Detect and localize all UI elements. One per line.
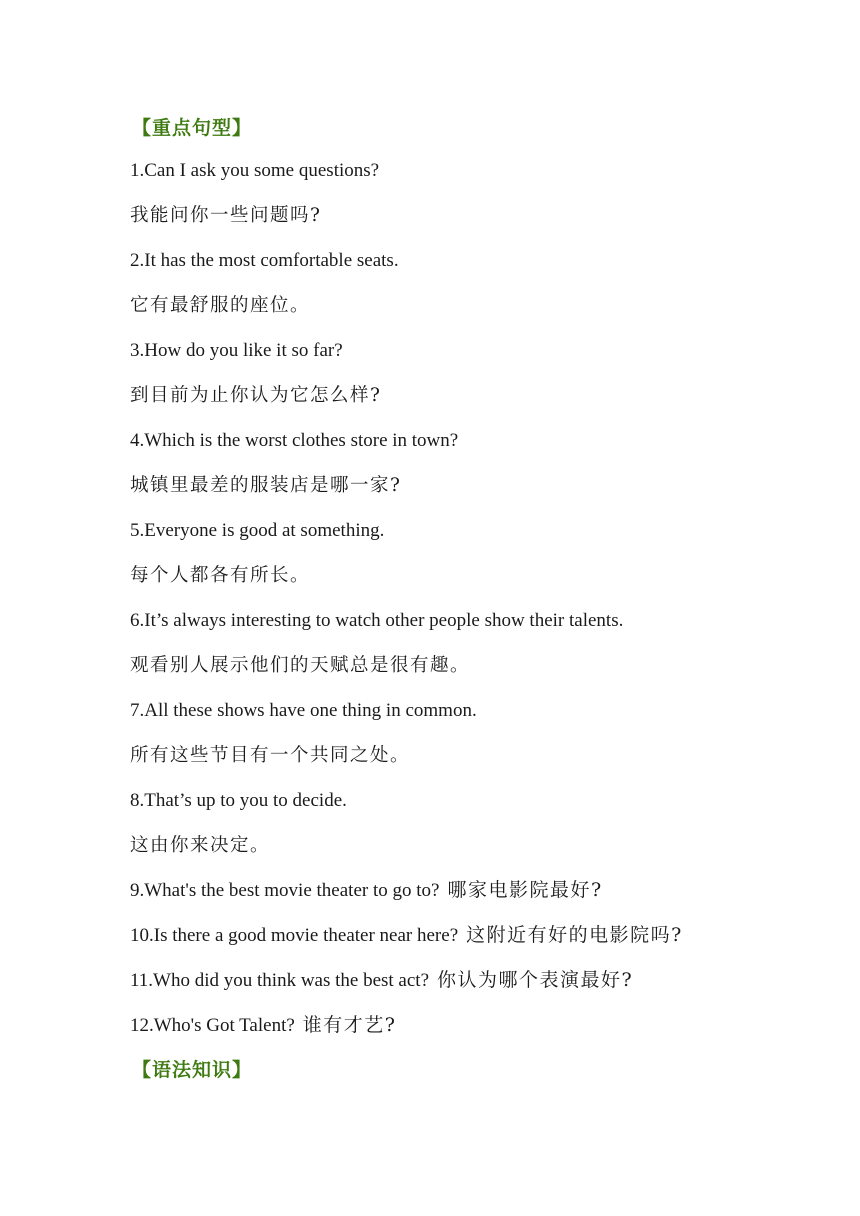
document-page <box>130 108 830 1090</box>
sentence-zh-6: 观看别人展示他们的天赋总是很有趣。 <box>130 655 471 676</box>
sentence-en-12: 12.Who's Got Talent? <box>130 1015 295 1036</box>
sentence-en-2: 2.It has the most comfortable seats. <box>130 250 399 271</box>
sentence-zh-9: 哪家电影院最好? <box>447 879 603 901</box>
sentence-zh-1: 我能问你一些问题吗? <box>130 205 322 226</box>
sentence-en-7: 7.All these shows have one thing in common. <box>130 700 477 721</box>
sentence-zh-11: 你认为哪个表演最好? <box>437 969 634 991</box>
sentence-en-11: 11.Who did you think was the best act? <box>130 970 430 991</box>
sentence-en-5: 5.Everyone is good at something. <box>130 520 385 541</box>
sentence-en-3: 3.How do you like it so far? <box>130 340 343 361</box>
sentence-en-9: 9.What's the best movie theater to go to? <box>130 880 440 901</box>
sentence-zh-4: 城镇里最差的服装店是哪一家? <box>130 475 402 496</box>
sentence-12 <box>130 1003 830 1048</box>
sentence-zh-7: 所有这些节目有一个共同之处。 <box>130 745 411 766</box>
sentence-en-10: 10.Is there a good movie theater near here? <box>130 925 459 946</box>
sentence-zh-10: 这附近有好的电影院吗? <box>466 924 683 946</box>
sentence-en-1: 1.Can I ask you some questions? <box>130 160 380 181</box>
sentence-zh-5: 每个人都各有所长。 <box>130 565 311 586</box>
sentence-en-6: 6.It’s always interesting to watch other people show their talents. <box>130 610 624 631</box>
sentence-10 <box>130 913 830 958</box>
section-heading-key-sentences: 【重点句型】 <box>132 117 253 139</box>
sentence-zh-8: 这由你来决定。 <box>130 835 271 856</box>
sentence-zh-12: 谁有才艺? <box>302 1014 397 1036</box>
sentence-en-8: 8.That’s up to you to decide. <box>130 790 347 811</box>
sentence-11 <box>130 958 830 1003</box>
sentence-zh-2: 它有最舒服的座位。 <box>130 295 311 316</box>
sentence-9 <box>130 868 830 913</box>
sentence-zh-3: 到目前为止你认为它怎么样? <box>130 385 382 406</box>
section-heading-grammar: 【语法知识】 <box>132 1059 253 1081</box>
sentence-en-4: 4.Which is the worst clothes store in town? <box>130 430 459 451</box>
